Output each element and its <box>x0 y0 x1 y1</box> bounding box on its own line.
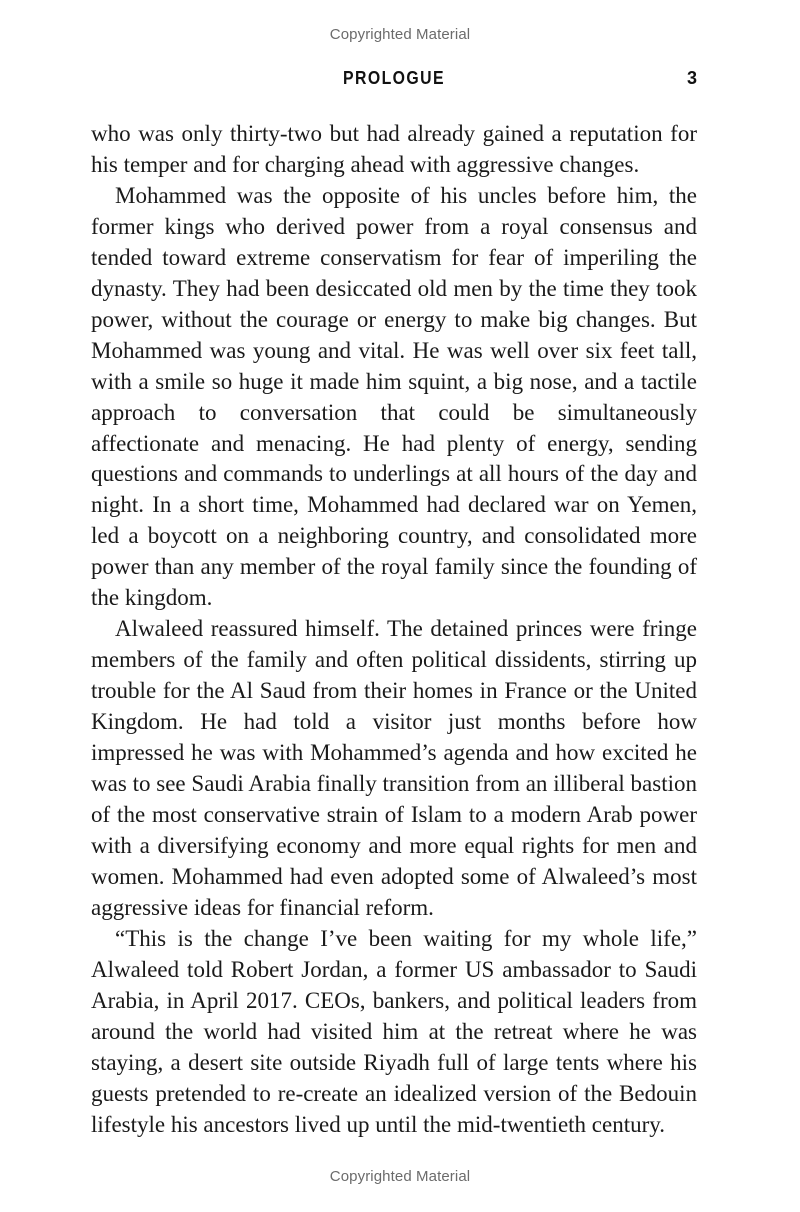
copyright-watermark-bottom: Copyrighted Material <box>329 1168 471 1185</box>
running-head <box>91 68 697 92</box>
paragraph: Mohammed was the opposite of his uncles before him, the former kings who derived power from a royal consensus and tended toward extreme conservatism for fear of imperiling the dynasty. They had been desiccated old men by the time they took power, without the courage or energy to make big changes. But Mohammed was young and vital. He was well over six feet tall, with a smile so huge it made him squint, a big nose, and a tactile approach to conversation that could be simultaneously affectionate and menacing. He had plenty of energy, sending questions and commands to underlings at all hours of the day and night. In a short time, Mohammed had declared war on Yemen, led a boycott on a neighboring country, and consolidated more power than any member of the royal family since the founding of the kingdom. <box>91 182 697 611</box>
paragraph: Alwaleed reassured himself. The detained princes were fringe members of the family and often political dissidents, stirring up trouble for the Al Saud from their homes in France or the United Kingdom. He had told a visitor just months before how impressed he was with Mohammed’s agenda and how excited he was to see Saudi Arabia finally transition from an illiberal bastion of the most conservative strain of Islam to a modern Arab power with a diversifying economy and more equal rights for men and women. Mohammed had even adopted some of Alwaleed’s most aggressive ideas for financial reform. <box>91 616 697 920</box>
copyright-watermark-top: Copyrighted Material <box>329 26 471 43</box>
page-number: 3 <box>686 68 697 88</box>
chapter-title: PROLOGUE <box>343 68 445 88</box>
paragraph: “This is the change I’ve been waiting for my whole life,” Alwaleed told Robert Jordan, a former US ambassador to Saudi Arabia, in April 2017. CEOs, bankers, and political leaders from around the world had visited him at the retreat where he was staying, a desert site outside Riyadh full of large tents where his guests pretended to re-create an idealized version of the Bedouin lifestyle his ancestors lived up until the mid-twentieth century. <box>91 925 697 1137</box>
paragraph-continued: who was only thirty-two but had already gained a reputation for his temper and for charging ahead with aggressive changes. <box>91 121 697 177</box>
body-text <box>91 119 697 1140</box>
